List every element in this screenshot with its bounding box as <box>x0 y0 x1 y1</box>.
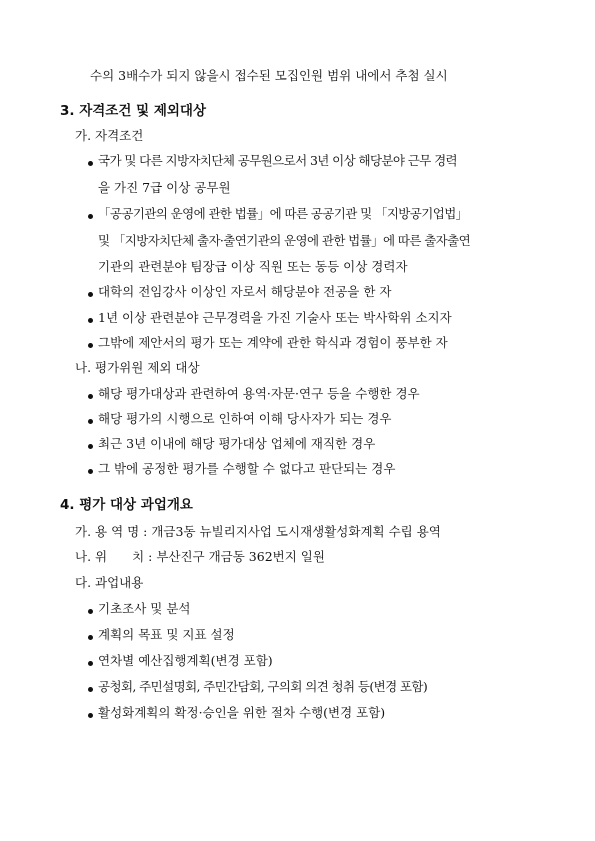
project-name-line: 가. 용 역 명 : 개금3동 뉴빌리지사업 도시재생활성화계획 수립 용역 <box>75 524 441 539</box>
qualification-item-5: 그밖에 제안서의 평가 또는 계약에 관한 학식과 경험이 풍부한 자 <box>98 335 448 350</box>
exclusion-item-4: 그 밖에 공정한 평가를 수행할 수 없다고 판단되는 경우 <box>98 461 396 476</box>
bullet-icon <box>88 635 93 640</box>
bullet-icon <box>88 214 93 219</box>
qualification-item-1-line-2: 을 가진 7급 이상 공무원 <box>98 180 231 195</box>
bullet-icon <box>88 713 93 718</box>
task-item-5: 활성화계획의 확정·승인을 위한 절차 수행(변경 포함) <box>98 705 386 720</box>
section-4-sub-c-label: 다. 과업내용 <box>75 575 144 590</box>
qualification-item-2-line-1: 「공공기관의 운영에 관한 법률」에 따른 공공기관 및 「지방공기업법」 <box>98 206 468 221</box>
bullet-icon <box>88 687 93 692</box>
bullet-icon <box>88 661 93 666</box>
task-item-2: 계획의 목표 및 지표 설정 <box>98 627 235 642</box>
section-4-title: 4. 평가 대상 과업개요 <box>60 497 193 513</box>
section-3-title: 3. 자격조건 및 제외대상 <box>60 103 206 119</box>
task-item-4: 공청회, 주민설명회, 주민간담회, 구의회 의견 청취 등(변경 포함) <box>98 679 428 694</box>
task-item-1: 기초조사 및 분석 <box>98 601 191 616</box>
qualification-item-4: 1년 이상 관련분야 근무경력을 가진 기술사 또는 박사학위 소지자 <box>98 310 452 325</box>
bullet-icon <box>88 419 93 424</box>
bullet-icon <box>88 318 93 323</box>
bullet-icon <box>88 469 93 474</box>
section-3-sub-a-label: 가. 자격조건 <box>75 128 144 143</box>
bullet-icon <box>88 343 93 348</box>
qualification-item-2-line-2: 및 「지방자치단체 출자·출연기관의 운영에 관한 법률」에 따른 출자출연 <box>98 233 471 248</box>
qualification-item-3: 대학의 전임강사 이상인 자로서 해당분야 전공을 한 자 <box>98 284 392 299</box>
bullet-icon <box>88 444 93 449</box>
bullet-icon <box>88 292 93 297</box>
exclusion-item-1: 해당 평가대상과 관련하여 용역·자문·연구 등을 수행한 경우 <box>98 386 420 401</box>
bullet-icon <box>88 161 93 166</box>
intro-line: 수의 3배수가 되지 않을시 접수된 모집인원 범위 내에서 추첨 실시 <box>90 68 448 83</box>
bullet-icon <box>88 394 93 399</box>
qualification-item-1-line-1: 국가 및 다른 지방자치단체 공무원으로서 3년 이상 해당분야 근무 경력 <box>98 153 458 168</box>
task-item-3: 연차별 예산집행계획(변경 포함) <box>98 653 273 668</box>
exclusion-item-3: 최근 3년 이내에 해당 평가대상 업체에 재직한 경우 <box>98 436 376 451</box>
project-location-line: 나. 위 치 : 부산진구 개금동 362번지 일원 <box>75 549 325 564</box>
bullet-icon <box>88 609 93 614</box>
exclusion-item-2: 해당 평가의 시행으로 인하여 이해 당사자가 되는 경우 <box>98 411 392 426</box>
qualification-item-2-line-3: 기관의 관련분야 팀장급 이상 직원 또는 동등 이상 경력자 <box>98 259 408 274</box>
section-3-sub-b-label: 나. 평가위원 제외 대상 <box>75 360 200 375</box>
